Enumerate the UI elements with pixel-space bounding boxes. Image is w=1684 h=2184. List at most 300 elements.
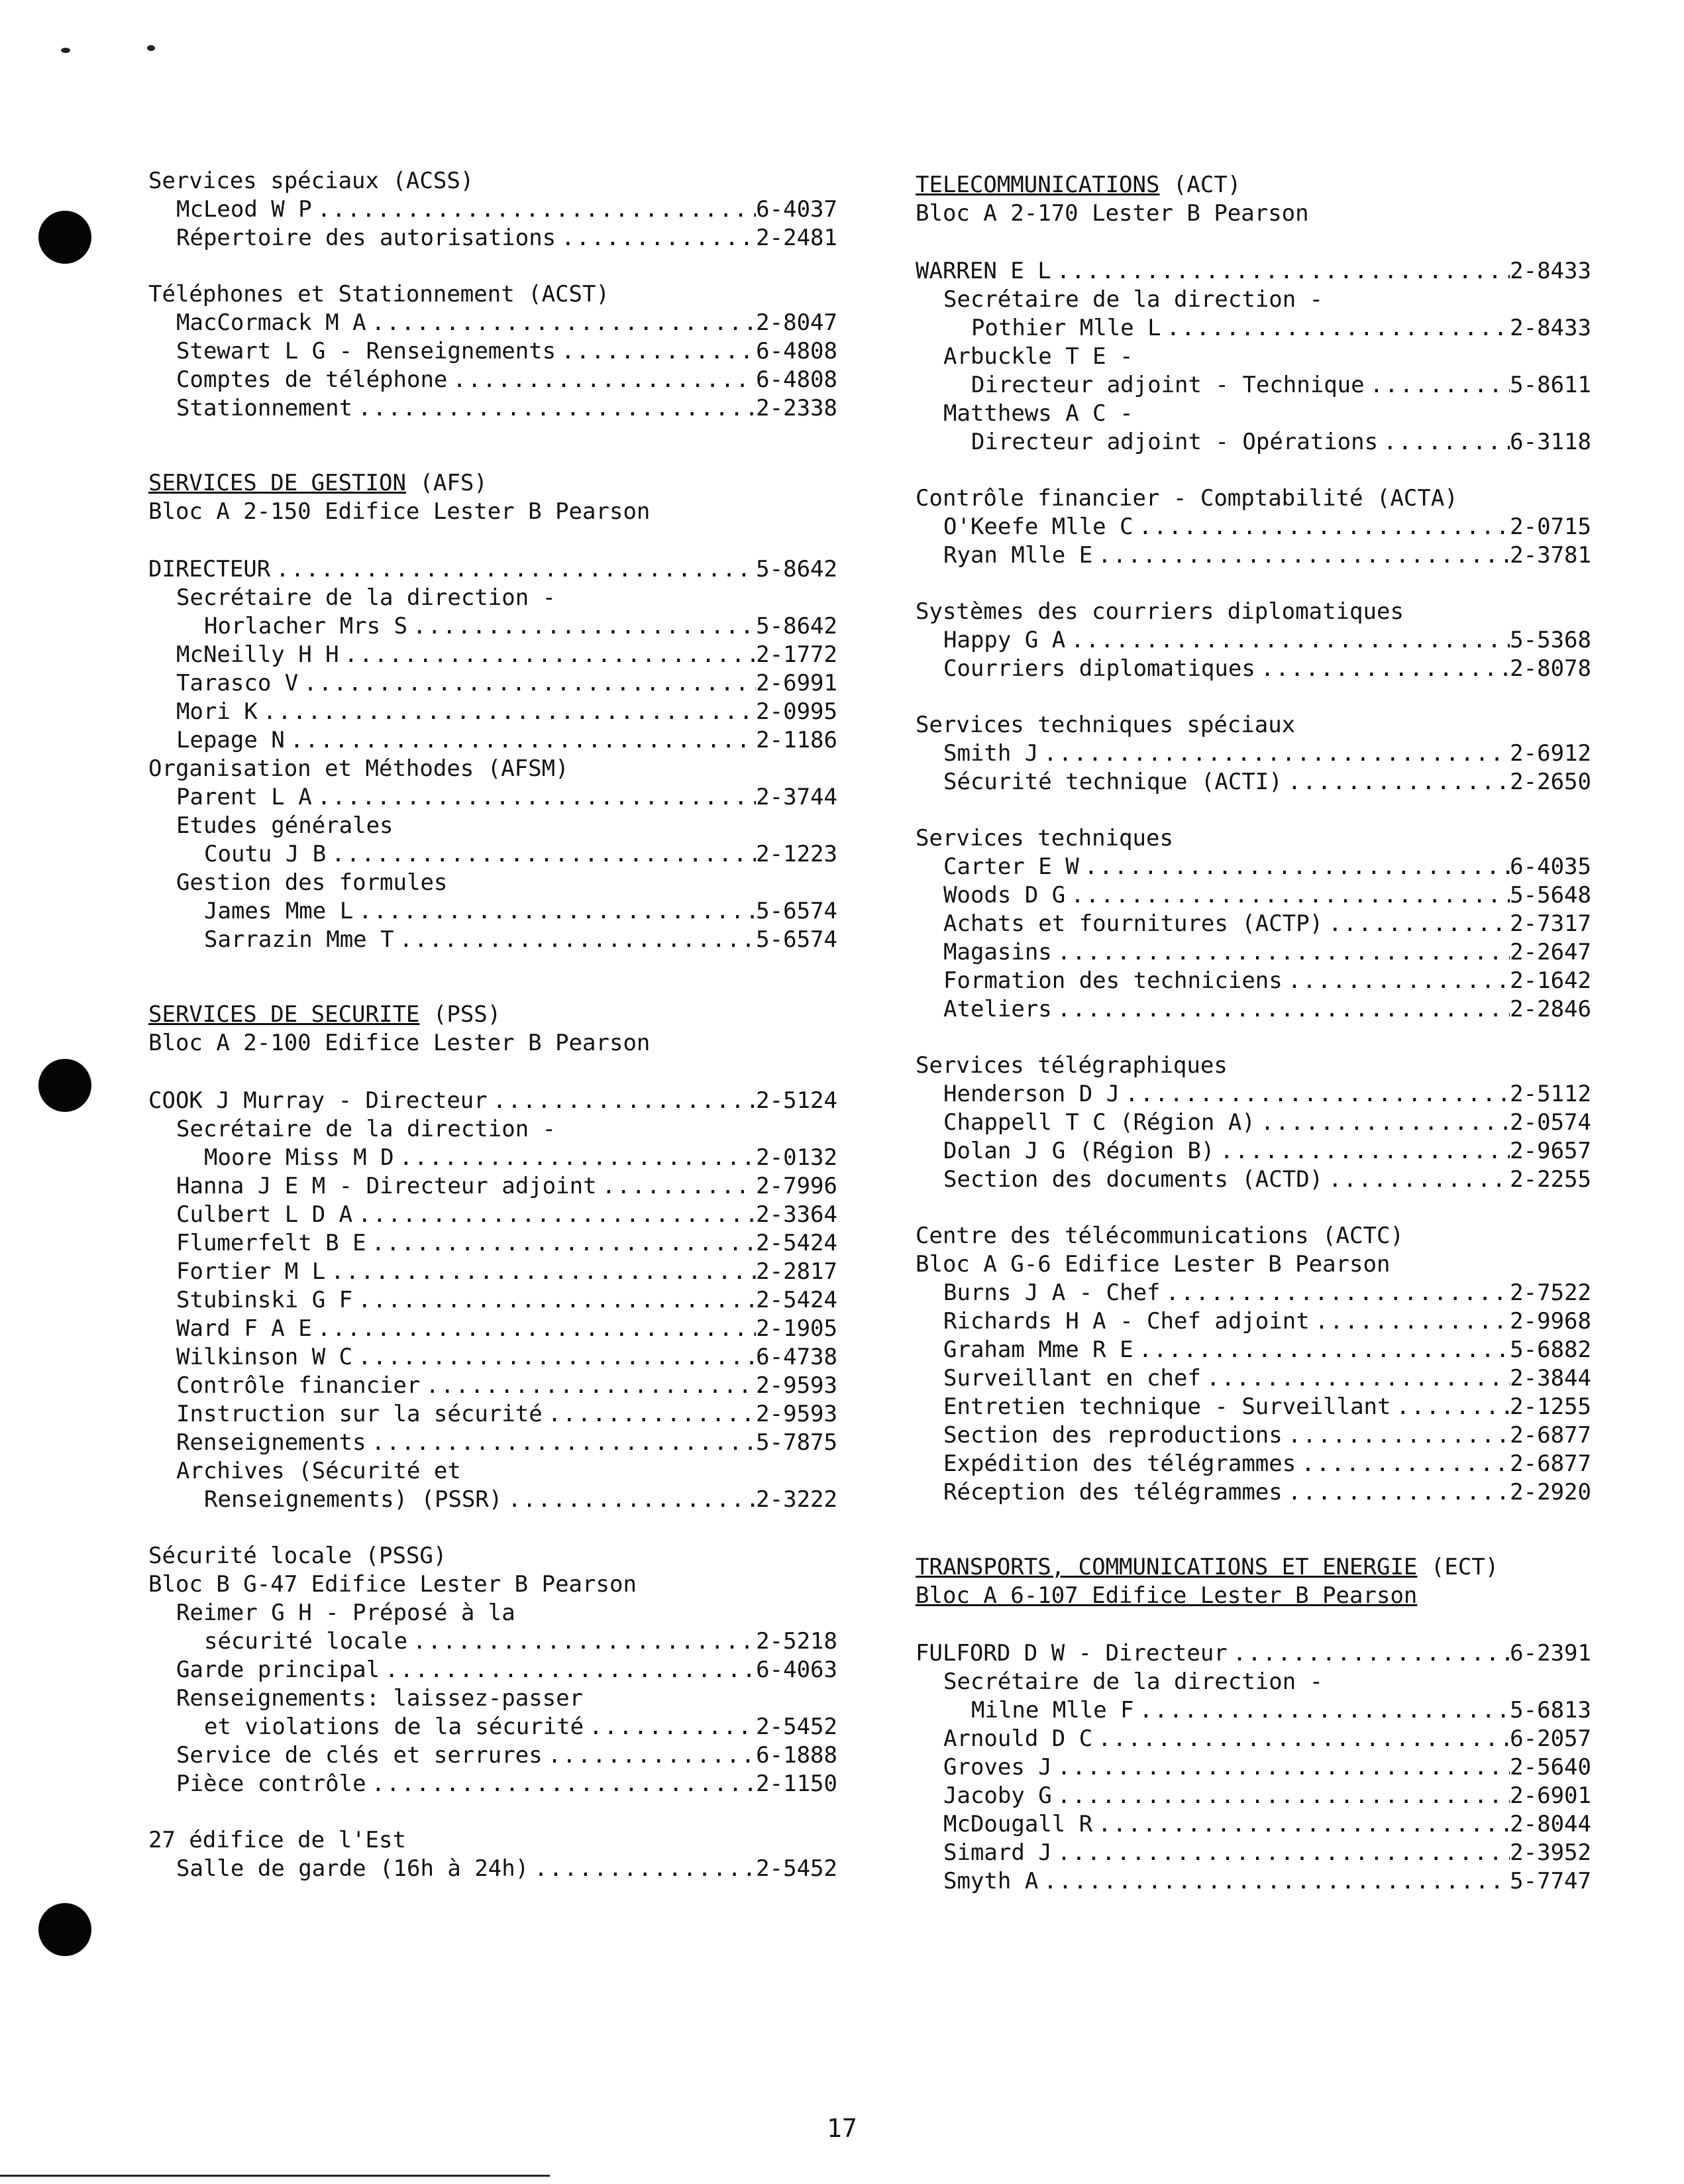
entry-name: Jacoby G xyxy=(943,1782,1052,1809)
punch-hole xyxy=(38,1059,91,1112)
entry-name: Flumerfelt B E xyxy=(176,1230,366,1256)
entry-phone: 2-2846 xyxy=(1510,996,1591,1022)
directory-entry xyxy=(916,853,1591,881)
dot-leader xyxy=(502,1486,756,1514)
scan-speck xyxy=(147,45,155,51)
entry-phone: 5-8642 xyxy=(756,556,837,582)
entry-name: Courriers diplomatiques xyxy=(943,655,1255,682)
directory-entry xyxy=(916,910,1591,938)
entry-phone: 2-8044 xyxy=(1510,1811,1591,1837)
section-acss xyxy=(148,167,837,252)
section-title: Services techniques spéciaux xyxy=(916,712,1296,738)
section-address: Bloc B G-47 Edifice Lester B Pearson xyxy=(148,1571,637,1598)
entry-phone: 2-0574 xyxy=(1510,1109,1591,1136)
entry-name: Renseignements xyxy=(176,1429,366,1456)
directory-entry xyxy=(916,1810,1591,1839)
directory-entry xyxy=(148,366,837,394)
entry-name: et violations de la sécurité xyxy=(204,1714,584,1740)
sub-label: Archives (Sécurité et xyxy=(176,1458,461,1484)
directory-entry xyxy=(148,1144,837,1172)
section-pssg xyxy=(148,1542,837,1798)
section-title: SERVICES DE SECURITE (PSS) xyxy=(148,1001,501,1028)
entry-phone: 2-1772 xyxy=(756,641,837,668)
punch-hole xyxy=(38,1903,91,1956)
section-title: SERVICES DE GESTION (AFS) xyxy=(148,470,488,496)
entry-phone: 2-1255 xyxy=(1510,1393,1591,1420)
dot-leader xyxy=(597,1172,757,1201)
dot-leader xyxy=(1052,995,1510,1024)
entry-name: O'Keefe Mlle C xyxy=(943,514,1133,540)
directory-entry xyxy=(916,1279,1591,1307)
directory-entry xyxy=(148,1229,837,1258)
page-number: 17 xyxy=(827,2114,857,2143)
entry-phone: 2-6912 xyxy=(1510,740,1591,767)
dot-leader xyxy=(1120,1080,1510,1109)
entry-name: Surveillant en chef xyxy=(943,1365,1201,1392)
dot-leader xyxy=(584,1713,756,1741)
scan-speck xyxy=(61,48,70,53)
dot-leader xyxy=(1323,910,1510,938)
section-techniques xyxy=(916,824,1591,1024)
entry-phone: 2-5452 xyxy=(756,1855,837,1882)
dot-leader xyxy=(1051,257,1510,286)
directory-entry xyxy=(148,1627,837,1656)
entry-phone: 2-0995 xyxy=(756,698,837,725)
dot-leader xyxy=(1052,938,1510,967)
directory-entry xyxy=(916,1639,1591,1668)
entry-name: Directeur adjoint - Technique xyxy=(971,372,1365,398)
entry-name: Henderson D J xyxy=(943,1081,1120,1107)
dot-leader xyxy=(1214,1137,1510,1166)
entry-name: McLeod W P xyxy=(176,196,312,223)
dot-leader xyxy=(394,926,757,954)
entry-name: Achats et fournitures (ACTP) xyxy=(943,910,1324,937)
entry-phone: 6-2057 xyxy=(1510,1725,1591,1752)
entry-phone: 2-9657 xyxy=(1510,1138,1591,1164)
section-address: Bloc A 2-170 Lester B Pearson xyxy=(916,200,1309,227)
dot-leader xyxy=(326,840,756,869)
entry-name: Sarrazin Mme T xyxy=(204,926,394,953)
dot-leader xyxy=(1228,1639,1510,1668)
entry-phone: 2-6877 xyxy=(1510,1422,1591,1448)
directory-entry xyxy=(916,428,1591,457)
directory-entry xyxy=(916,1307,1591,1336)
entry-phone: 2-3781 xyxy=(1510,542,1591,569)
directory-entry xyxy=(916,938,1591,967)
dot-leader xyxy=(1092,1725,1510,1753)
directory-entry xyxy=(148,783,837,812)
dot-leader xyxy=(298,669,756,698)
entry-name: Section des reproductions xyxy=(943,1422,1283,1448)
entry-phone: 6-4063 xyxy=(756,1657,837,1683)
sub-label: Secrétaire de la direction - xyxy=(943,286,1324,313)
section-title: TELECOMMUNICATIONS (ACT) xyxy=(916,172,1241,198)
entry-name: Dolan J G (Région B) xyxy=(943,1138,1215,1164)
section-afs xyxy=(148,469,837,954)
entry-name: DIRECTEUR xyxy=(148,556,271,582)
entry-phone: 2-3744 xyxy=(756,784,837,810)
directory-entry xyxy=(916,1478,1591,1507)
dot-leader xyxy=(447,366,756,394)
entry-name: Carter E W xyxy=(943,853,1079,880)
directory-entry xyxy=(916,1839,1591,1867)
entry-name: Arnould D C xyxy=(943,1725,1093,1752)
entry-name: Richards H A - Chef adjoint xyxy=(943,1308,1310,1335)
directory-entry xyxy=(148,698,837,726)
entry-name: Ateliers xyxy=(943,996,1052,1022)
dot-leader xyxy=(543,1400,756,1429)
entry-name: Happy G A xyxy=(943,627,1066,653)
entry-name: Hanna J E M - Directeur adjoint xyxy=(176,1173,597,1199)
directory-entry xyxy=(916,541,1591,570)
right-column xyxy=(916,171,1591,1924)
entry-name: Répertoire des autorisations xyxy=(176,225,556,251)
entry-phone: 2-9968 xyxy=(1510,1308,1591,1335)
section-address: Bloc A 2-100 Edifice Lester B Pearson xyxy=(148,1030,651,1056)
entry-name: FULFORD D W - Directeur xyxy=(916,1640,1228,1666)
dot-leader xyxy=(488,1087,756,1115)
sub-label: Arbuckle T E - xyxy=(943,343,1133,370)
directory-entry xyxy=(148,195,837,224)
entry-phone: 2-8433 xyxy=(1510,315,1591,341)
section-title: Centre des télécommunications (ACTC) xyxy=(916,1223,1404,1249)
directory-entry xyxy=(148,926,837,954)
section-act xyxy=(916,171,1591,457)
dot-leader xyxy=(270,555,756,584)
directory-entry xyxy=(148,1486,837,1514)
directory-entry xyxy=(148,641,837,669)
entry-name: Expédition des télégrammes xyxy=(943,1450,1296,1477)
sub-label: Secrétaire de la direction - xyxy=(943,1668,1324,1695)
directory-entry xyxy=(148,1372,837,1400)
sub-label: Matthews A C - xyxy=(943,400,1133,427)
sub-label: Etudes générales xyxy=(176,812,394,839)
directory-entry xyxy=(148,337,837,366)
left-column xyxy=(148,167,837,1911)
directory-entry xyxy=(916,1393,1591,1421)
dot-leader xyxy=(1201,1364,1510,1393)
entry-name: Comptes de téléphone xyxy=(176,366,448,393)
entry-phone: 2-2481 xyxy=(756,225,837,251)
dot-leader xyxy=(1283,1478,1510,1507)
entry-name: Stationnement xyxy=(176,395,353,421)
dot-leader xyxy=(556,337,756,366)
entry-name: Réception des télégrammes xyxy=(943,1479,1283,1505)
entry-phone: 6-4808 xyxy=(756,366,837,393)
sub-label: Reimer G H - Préposé à la xyxy=(176,1600,515,1626)
entry-name: Fortier M L xyxy=(176,1258,326,1285)
directory-entry xyxy=(148,669,837,698)
directory-entry xyxy=(916,967,1591,995)
dot-leader xyxy=(1283,768,1510,796)
entry-phone: 2-1642 xyxy=(1510,967,1591,994)
entry-phone: 2-5218 xyxy=(756,1628,837,1655)
section-ect xyxy=(916,1553,1591,1896)
entry-name: Sécurité technique (ACTI) xyxy=(943,769,1283,795)
dot-leader xyxy=(366,309,757,337)
entry-phone: 2-2647 xyxy=(1510,939,1591,965)
section-courriers xyxy=(916,598,1591,683)
dot-leader xyxy=(285,726,756,755)
section-title: Services télégraphiques xyxy=(916,1052,1228,1079)
sub-section-title: Organisation et Méthodes (AFSM) xyxy=(148,755,569,782)
directory-entry xyxy=(148,1855,837,1883)
entry-phone: 6-4808 xyxy=(756,338,837,364)
section-est xyxy=(148,1826,837,1883)
dot-leader xyxy=(407,612,756,641)
directory-entry xyxy=(916,1364,1591,1393)
entry-name: Pothier Mlle L xyxy=(971,315,1161,341)
entry-name: Magasins xyxy=(943,939,1052,965)
dot-leader xyxy=(366,1429,757,1457)
section-title: Téléphones et Stationnement (ACST) xyxy=(148,281,609,307)
directory-entry xyxy=(916,1166,1591,1194)
entry-phone: 2-1223 xyxy=(756,841,837,867)
directory-entry xyxy=(916,768,1591,796)
entry-name: Formation des techniciens xyxy=(943,967,1283,994)
entry-phone: 5-5368 xyxy=(1510,627,1591,653)
directory-entry xyxy=(916,881,1591,910)
directory-entry xyxy=(916,257,1591,286)
directory-entry xyxy=(148,1741,837,1770)
entry-name: Lepage N xyxy=(176,727,285,753)
entry-phone: 5-6813 xyxy=(1510,1697,1591,1723)
directory-entry xyxy=(916,1725,1591,1753)
directory-entry xyxy=(148,612,837,641)
dot-leader xyxy=(1310,1307,1510,1336)
entry-name: Moore Miss M D xyxy=(204,1144,394,1171)
section-actc xyxy=(916,1222,1591,1507)
punch-hole xyxy=(38,211,91,264)
entry-name: Section des documents (ACTD) xyxy=(943,1166,1324,1193)
entry-name: Directeur adjoint - Opérations xyxy=(971,429,1379,455)
dot-leader xyxy=(1079,853,1510,881)
entry-name: Pièce contrôle xyxy=(176,1771,366,1797)
entry-phone: 5-8611 xyxy=(1510,372,1591,398)
entry-phone: 2-3364 xyxy=(756,1201,837,1228)
directory-entry xyxy=(916,1109,1591,1137)
directory-entry xyxy=(148,1286,837,1315)
dot-leader xyxy=(1365,371,1510,400)
dot-leader xyxy=(1378,428,1510,457)
entry-name: Stubinski G F xyxy=(176,1287,353,1313)
directory-entry xyxy=(148,1770,837,1798)
dot-leader xyxy=(380,1656,756,1684)
sub-label: Secrétaire de la direction - xyxy=(176,1116,556,1142)
dot-leader xyxy=(1052,1753,1510,1782)
entry-phone: 2-6991 xyxy=(756,670,837,696)
entry-name: Simard J xyxy=(943,1839,1052,1866)
directory-entry xyxy=(916,513,1591,541)
directory-entry xyxy=(148,1315,837,1343)
entry-phone: 2-8047 xyxy=(756,309,837,336)
entry-phone: 6-4037 xyxy=(756,196,837,223)
entry-phone: 2-7317 xyxy=(1510,910,1591,937)
dot-leader xyxy=(352,1343,756,1372)
sub-label: Renseignements: laissez-passer xyxy=(176,1685,584,1712)
section-address: Bloc A G-6 Edifice Lester B Pearson xyxy=(916,1251,1391,1278)
directory-entry xyxy=(148,897,837,926)
entry-name: Ryan Mlle E xyxy=(943,542,1093,569)
directory-entry xyxy=(916,739,1591,768)
directory-entry xyxy=(148,1429,837,1457)
entry-name: Salle de garde (16h à 24h) xyxy=(176,1855,529,1882)
dot-leader xyxy=(1133,513,1510,541)
directory-entry xyxy=(148,309,837,337)
entry-phone: 2-8433 xyxy=(1510,258,1591,284)
directory-entry xyxy=(916,1450,1591,1478)
directory-entry xyxy=(148,1713,837,1741)
section-title: Sécurité locale (PSSG) xyxy=(148,1543,447,1569)
entry-phone: 2-2255 xyxy=(1510,1166,1591,1193)
dot-leader xyxy=(1052,1839,1510,1867)
entry-phone: 2-6877 xyxy=(1510,1450,1591,1477)
entry-phone: 2-2817 xyxy=(756,1258,837,1285)
directory-entry xyxy=(916,314,1591,343)
directory-entry xyxy=(916,1421,1591,1450)
entry-phone: 6-1888 xyxy=(756,1742,837,1769)
dot-leader xyxy=(1092,541,1510,570)
entry-name: Smyth A xyxy=(943,1868,1039,1894)
entry-phone: 5-7875 xyxy=(756,1429,837,1456)
entry-name: sécurité locale xyxy=(204,1628,408,1655)
directory-entry xyxy=(916,371,1591,400)
entry-name: Mori K xyxy=(176,698,258,725)
section-address: Bloc A 6-107 Edifice Lester B Pearson xyxy=(916,1582,1418,1609)
entry-phone: 5-5648 xyxy=(1510,882,1591,908)
entry-name: Groves J xyxy=(943,1754,1052,1780)
entry-name: Parent L A xyxy=(176,784,312,810)
entry-phone: 2-5640 xyxy=(1510,1754,1591,1780)
dot-leader xyxy=(325,1258,756,1286)
dot-leader xyxy=(556,224,756,252)
entry-phone: 2-9593 xyxy=(756,1401,837,1427)
dot-leader xyxy=(352,1201,756,1229)
directory-entry xyxy=(916,995,1591,1024)
directory-entry xyxy=(916,1753,1591,1782)
dot-leader xyxy=(1038,1867,1510,1896)
directory-entry xyxy=(916,1782,1591,1810)
section-title: TRANSPORTS, COMMUNICATIONS ET ENERGIE (ECT) xyxy=(916,1554,1499,1580)
entry-name: Instruction sur la sécurité xyxy=(176,1401,543,1427)
entry-name: Woods D G xyxy=(943,882,1066,908)
entry-phone: 2-2338 xyxy=(756,395,837,421)
sub-label: Secrétaire de la direction - xyxy=(176,584,556,611)
section-title: 27 édifice de l'Est xyxy=(148,1827,406,1853)
dot-leader xyxy=(1065,881,1510,910)
entry-name: McNeilly H H xyxy=(176,641,339,668)
dot-leader xyxy=(352,1286,756,1315)
directory-entry xyxy=(916,1080,1591,1109)
entry-name: WARREN E L xyxy=(916,258,1051,284)
entry-phone: 2-5124 xyxy=(756,1087,837,1114)
entry-phone: 2-6901 xyxy=(1510,1782,1591,1809)
dot-leader xyxy=(1038,739,1510,768)
directory-entry xyxy=(148,224,837,252)
entry-name: Tarasco V xyxy=(176,670,299,696)
section-acta xyxy=(916,484,1591,570)
directory-entry xyxy=(916,626,1591,655)
dot-leader xyxy=(339,641,757,669)
directory-entry xyxy=(148,1258,837,1286)
section-title: Services techniques xyxy=(916,825,1173,851)
dot-leader xyxy=(1052,1782,1510,1810)
entry-phone: 5-7747 xyxy=(1510,1868,1591,1894)
entry-phone: 2-3952 xyxy=(1510,1839,1591,1866)
directory-entry xyxy=(148,1087,837,1115)
dot-leader xyxy=(529,1855,756,1883)
section-title: Systèmes des courriers diplomatiques xyxy=(916,598,1404,625)
directory-entry xyxy=(916,1137,1591,1166)
dot-leader xyxy=(1283,967,1510,995)
directory-entry xyxy=(916,1696,1591,1725)
directory-entry xyxy=(148,1343,837,1372)
directory-entry xyxy=(916,1336,1591,1364)
entry-phone: 2-8078 xyxy=(1510,655,1591,682)
directory-entry xyxy=(916,1867,1591,1896)
entry-phone: 2-9593 xyxy=(756,1372,837,1399)
dot-leader xyxy=(1391,1393,1510,1421)
dot-leader xyxy=(1161,314,1510,343)
entry-name: Burns J A - Chef xyxy=(943,1280,1161,1306)
directory-entry xyxy=(148,1656,837,1684)
entry-phone: 2-7522 xyxy=(1510,1280,1591,1306)
dot-leader xyxy=(366,1770,757,1798)
entry-phone: 5-6882 xyxy=(1510,1337,1591,1363)
dot-leader xyxy=(543,1741,756,1770)
dot-leader xyxy=(312,783,756,812)
entry-phone: 2-1186 xyxy=(756,727,837,753)
entry-name: Coutu J B xyxy=(204,841,327,867)
entry-phone: 2-0132 xyxy=(756,1144,837,1171)
entry-phone: 5-6574 xyxy=(756,898,837,924)
directory-entry xyxy=(916,655,1591,683)
entry-name: Smith J xyxy=(943,740,1039,767)
entry-name: Horlacher Mrs S xyxy=(204,613,408,639)
entry-name: Chappell T C (Région A) xyxy=(943,1109,1255,1136)
entry-name: James Mme L xyxy=(204,898,354,924)
entry-phone: 2-5112 xyxy=(1510,1081,1591,1107)
dot-leader xyxy=(1255,655,1510,683)
section-acst xyxy=(148,280,837,423)
entry-name: Wilkinson W C xyxy=(176,1344,353,1370)
entry-phone: 2-0715 xyxy=(1510,514,1591,540)
entry-name: Garde principal xyxy=(176,1657,380,1683)
directory-entry xyxy=(148,555,837,584)
sub-label: Gestion des formules xyxy=(176,869,448,896)
dot-leader xyxy=(1161,1279,1510,1307)
dot-leader xyxy=(420,1372,756,1400)
dot-leader xyxy=(1092,1810,1510,1839)
dot-leader xyxy=(407,1627,756,1656)
dot-leader xyxy=(394,1144,757,1172)
entry-phone: 6-4738 xyxy=(756,1344,837,1370)
entry-phone: 2-3222 xyxy=(756,1486,837,1513)
dot-leader xyxy=(366,1229,757,1258)
entry-phone: 5-6574 xyxy=(756,926,837,953)
section-speciaux xyxy=(916,711,1591,796)
directory-entry xyxy=(148,1400,837,1429)
section-pss xyxy=(148,1001,837,1514)
entry-phone: 6-3118 xyxy=(1510,429,1591,455)
dot-leader xyxy=(1134,1696,1510,1725)
dot-leader xyxy=(1296,1450,1510,1478)
dot-leader xyxy=(1283,1421,1510,1450)
entry-phone: 2-1150 xyxy=(756,1771,837,1797)
entry-name: MacCormack M A xyxy=(176,309,366,336)
dot-leader xyxy=(1323,1166,1510,1194)
dot-leader xyxy=(258,698,756,726)
